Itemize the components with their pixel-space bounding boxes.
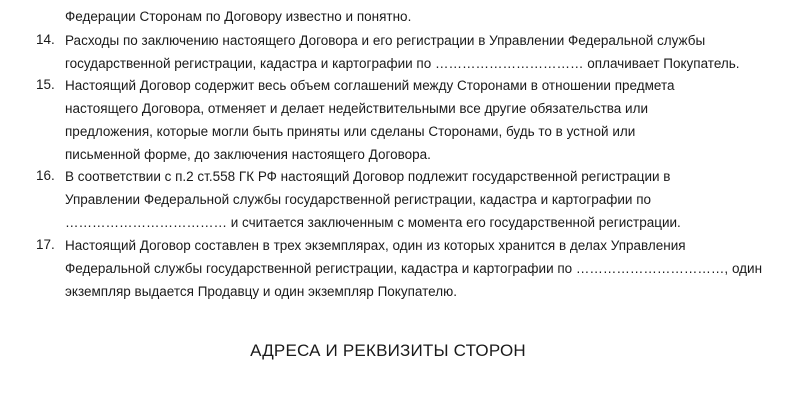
paragraph-14-line-2: государственной регистрации, кадастра и картографии по …………………………… оплачивает Покупатель. [65,56,740,71]
item-number-15: 15. [36,77,55,92]
paragraph-16-line-2: Управлении Федеральной службы государственной регистрации, кадастра и картографии по [65,192,652,207]
item-number-17: 17. [36,237,55,252]
paragraph-17-line-2: Федеральной службы государственной регистрации, кадастра и картографии по ……………………………, один [65,261,763,276]
paragraph-15-line-3: предложения, которые могли быть приняты или сделаны Сторонами, будь то в устной или [65,124,636,139]
item-number-14: 14. [36,32,55,47]
paragraph-17-line-3: экземпляр выдается Продавцу и один экземпляр Покупателю. [65,284,457,299]
paragraph-15-line-1: Настоящий Договор содержит весь объем соглашений между Сторонами в отношении предмета [65,78,675,93]
paragraph-17-line-1: Настоящий Договор составлен в трех экземплярах, один из которых хранится в делах Управления [65,238,686,253]
paragraph-13-line-3: Федерации Сторонам по Договору известно и понятно. [65,9,412,24]
paragraph-15-line-2: настоящего Договора, отменяет и делает недействительными все другие обязательства или [65,101,648,116]
section-heading: АДРЕСА И РЕКВИЗИТЫ СТОРОН [250,341,526,360]
paragraph-16-line-1: В соответствии с п.2 ст.558 ГК РФ настоящий Договор подлежит государственной регистрации в [65,169,671,184]
paragraph-15-line-4: письменной форме, до заключения настоящего Договора. [65,147,431,162]
item-number-16: 16. [36,168,55,183]
paragraph-14-line-1: Расходы по заключению настоящего Договора и его регистрации в Управлении Федеральной службы [65,33,706,48]
paragraph-16-line-3: ……………………………… и считается заключенным с момента его государственной регистрации. [65,215,681,230]
